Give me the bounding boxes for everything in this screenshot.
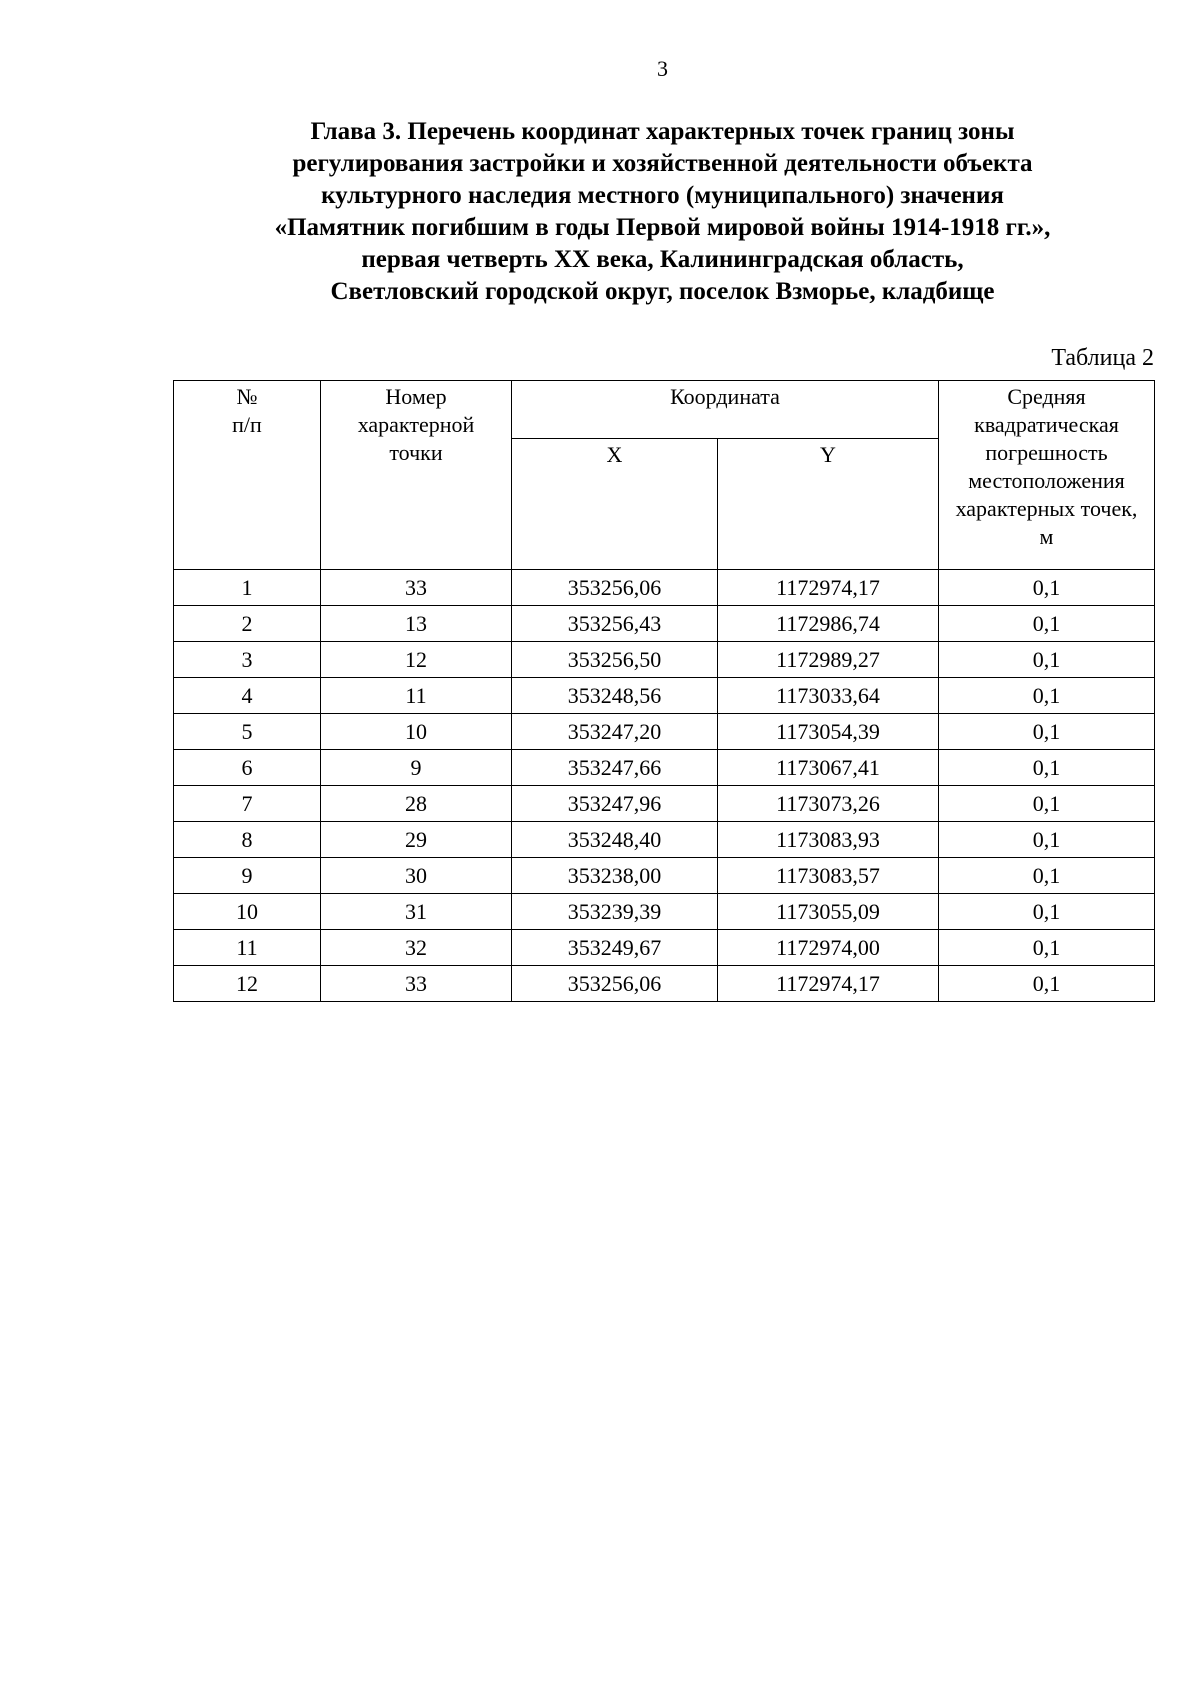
cell-error: 0,1 — [939, 570, 1155, 606]
cell-y: 1172974,00 — [718, 930, 939, 966]
cell-y: 1172974,17 — [718, 570, 939, 606]
cell-point-number: 13 — [321, 606, 512, 642]
cell-x: 353238,00 — [512, 858, 718, 894]
cell-y: 1172989,27 — [718, 642, 939, 678]
cell-error: 0,1 — [939, 750, 1155, 786]
cell-error: 0,1 — [939, 606, 1155, 642]
cell-x: 353249,67 — [512, 930, 718, 966]
cell-error: 0,1 — [939, 786, 1155, 822]
cell-y: 1173073,26 — [718, 786, 939, 822]
cell-x: 353248,56 — [512, 678, 718, 714]
cell-row-number: 12 — [174, 966, 321, 1002]
title-line: «Памятник погибшим в годы Первой мировой войны 1914-1918 гг.», — [274, 214, 1051, 241]
cell-y: 1172974,17 — [718, 966, 939, 1002]
title-line: культурного наследия местного (муниципального) значения — [321, 182, 1004, 209]
cell-row-number: 3 — [174, 642, 321, 678]
header-error: Средняя квадратическая погрешность местоположения характерных точек, м — [939, 381, 1155, 570]
table-row — [174, 750, 1155, 786]
cell-row-number: 5 — [174, 714, 321, 750]
page-number: 3 — [657, 56, 668, 81]
cell-row-number: 11 — [174, 930, 321, 966]
cell-y: 1173033,64 — [718, 678, 939, 714]
cell-point-number: 11 — [321, 678, 512, 714]
header-row-number: № п/п — [174, 381, 321, 570]
table-row — [174, 714, 1155, 750]
cell-point-number: 33 — [321, 570, 512, 606]
header-y: Y — [718, 439, 939, 570]
header-x: X — [512, 439, 718, 570]
cell-y: 1173083,93 — [718, 822, 939, 858]
cell-y: 1173054,39 — [718, 714, 939, 750]
cell-x: 353256,50 — [512, 642, 718, 678]
cell-error: 0,1 — [939, 894, 1155, 930]
cell-point-number: 33 — [321, 966, 512, 1002]
cell-x: 353256,06 — [512, 570, 718, 606]
table-row — [174, 678, 1155, 714]
cell-point-number: 31 — [321, 894, 512, 930]
cell-row-number: 8 — [174, 822, 321, 858]
cell-point-number: 32 — [321, 930, 512, 966]
table-row — [174, 642, 1155, 678]
table-caption: Таблица 2 — [1051, 345, 1154, 371]
cell-y: 1172986,74 — [718, 606, 939, 642]
cell-point-number: 12 — [321, 642, 512, 678]
cell-row-number: 6 — [174, 750, 321, 786]
cell-x: 353239,39 — [512, 894, 718, 930]
table-row — [174, 570, 1155, 606]
chapter-title — [172, 116, 1153, 308]
title-line: Глава 3. Перечень координат характерных точек границ зоны — [310, 118, 1015, 145]
table-row — [174, 786, 1155, 822]
cell-point-number: 9 — [321, 750, 512, 786]
cell-row-number: 7 — [174, 786, 321, 822]
cell-point-number: 10 — [321, 714, 512, 750]
header-point-number: Номер характерной точки — [321, 381, 512, 570]
coordinates-table — [173, 380, 1155, 1002]
cell-row-number: 2 — [174, 606, 321, 642]
table-body — [174, 570, 1155, 1002]
cell-error: 0,1 — [939, 966, 1155, 1002]
cell-point-number: 28 — [321, 786, 512, 822]
table-row — [174, 822, 1155, 858]
cell-point-number: 29 — [321, 822, 512, 858]
cell-error: 0,1 — [939, 714, 1155, 750]
cell-row-number: 9 — [174, 858, 321, 894]
header-coordinate: Координата — [512, 381, 939, 439]
cell-error: 0,1 — [939, 642, 1155, 678]
cell-error: 0,1 — [939, 930, 1155, 966]
title-line: первая четверть XX века, Калининградская область, — [361, 246, 964, 273]
cell-x: 353247,96 — [512, 786, 718, 822]
table-row — [174, 606, 1155, 642]
cell-y: 1173083,57 — [718, 858, 939, 894]
table-row — [174, 966, 1155, 1002]
cell-x: 353247,66 — [512, 750, 718, 786]
cell-point-number: 30 — [321, 858, 512, 894]
table-row — [174, 894, 1155, 930]
title-line: Светловский городской округ, поселок Взморье, кладбище — [330, 278, 995, 305]
table-row — [174, 858, 1155, 894]
title-line: регулирования застройки и хозяйственной деятельности объекта — [292, 150, 1033, 177]
cell-row-number: 4 — [174, 678, 321, 714]
cell-y: 1173067,41 — [718, 750, 939, 786]
cell-row-number: 10 — [174, 894, 321, 930]
cell-row-number: 1 — [174, 570, 321, 606]
cell-error: 0,1 — [939, 858, 1155, 894]
cell-x: 353248,40 — [512, 822, 718, 858]
cell-x: 353256,43 — [512, 606, 718, 642]
cell-error: 0,1 — [939, 822, 1155, 858]
table-row — [174, 930, 1155, 966]
cell-y: 1173055,09 — [718, 894, 939, 930]
cell-x: 353256,06 — [512, 966, 718, 1002]
cell-error: 0,1 — [939, 678, 1155, 714]
cell-x: 353247,20 — [512, 714, 718, 750]
